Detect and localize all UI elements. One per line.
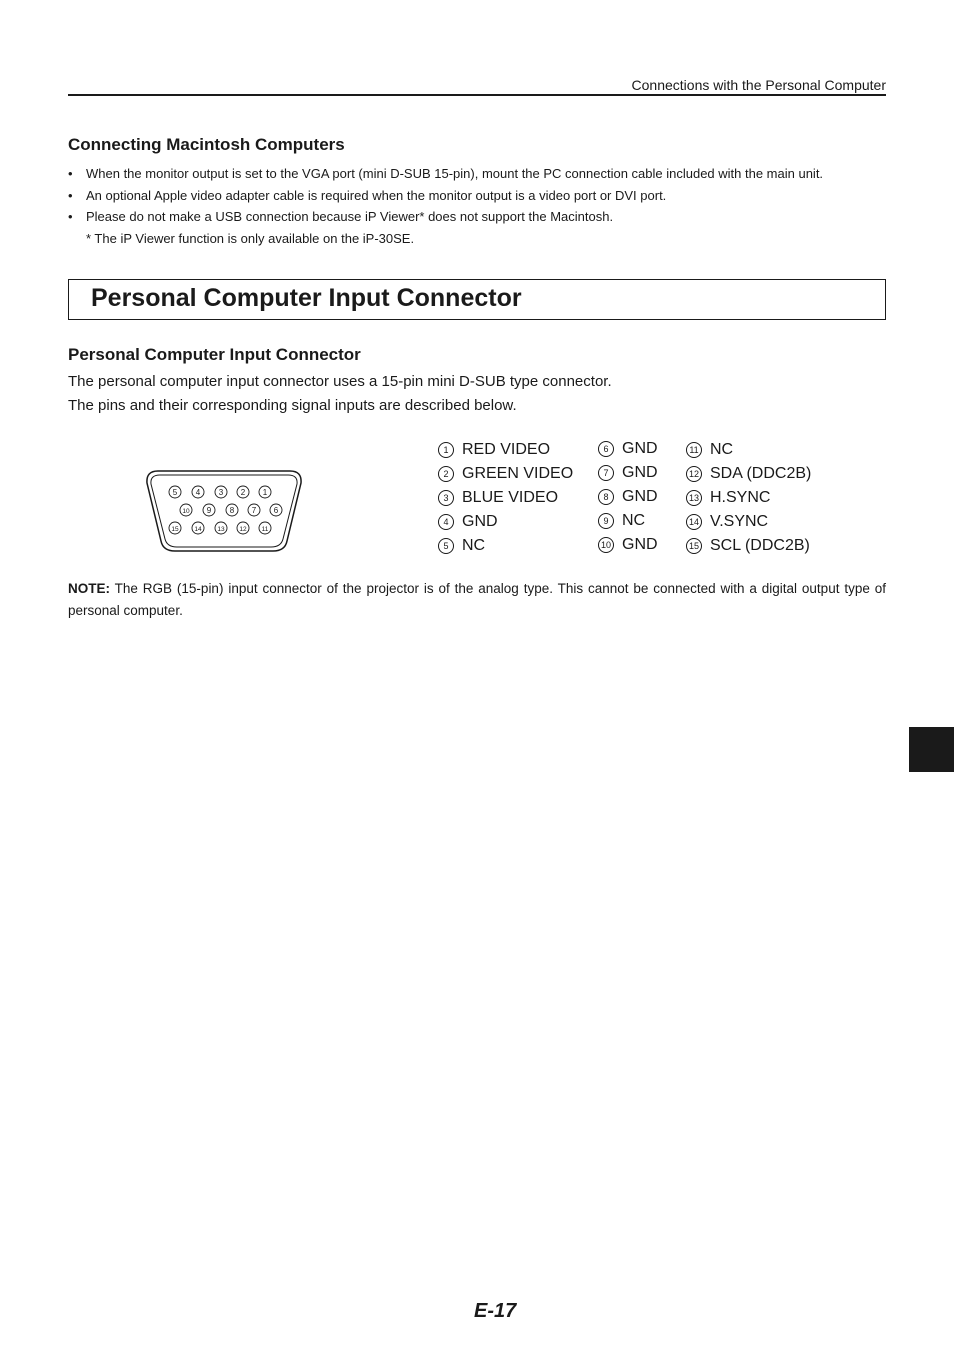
pin-column-1 [438, 438, 573, 558]
connector-pin-label: 3 [218, 488, 224, 497]
connector-pin-label: 2 [240, 488, 246, 497]
mac-heading: Connecting Macintosh Computers [68, 135, 345, 154]
bullet-text: An optional Apple video adapter cable is required when the monitor output is a video port or DVI port. [86, 187, 667, 203]
pin-column-3 [686, 438, 811, 558]
bullet-dot: • [68, 166, 73, 181]
pin-number: 12 [686, 466, 702, 482]
pin-signal: GND [622, 536, 658, 553]
bullet-dot: • [68, 187, 73, 203]
connector-pin-label: 12 [239, 526, 247, 533]
pin-number: 4 [438, 514, 454, 530]
connector-pin-label: 1 [262, 488, 268, 497]
pin-signal: GREEN VIDEO [462, 465, 574, 482]
connector-pin-label: 10 [182, 508, 190, 515]
pin-signal: SDA (DDC2B) [710, 465, 812, 482]
pin-row [438, 486, 573, 510]
connector-pin-label: 11 [261, 526, 269, 533]
pin-signal: NC [462, 537, 486, 554]
pin-signal: RED VIDEO [462, 441, 551, 458]
bullet-item [68, 163, 888, 185]
pin-row [438, 534, 573, 558]
pin-signal: GND [622, 440, 658, 457]
note-text: The RGB (15-pin) input connector of the projector is of the analog type. This cannot be connected with a digital output type of personal computer. [68, 581, 886, 618]
pin-number: 1 [438, 442, 454, 458]
bullet-item [68, 206, 888, 228]
bullet-text: Please do not make a USB connection because iP Viewer* does not support the Macintosh. [86, 209, 614, 224]
pin-row [686, 534, 811, 558]
pin-row [438, 510, 573, 534]
pin-number: 8 [598, 489, 614, 505]
pin-signal: GND [622, 488, 658, 505]
pin-signal: SCL (DDC2B) [710, 537, 810, 554]
connector-pin-4 [192, 486, 204, 498]
header-rule [68, 94, 886, 96]
pin-row [686, 462, 811, 486]
connector-heading: Personal Computer Input Connector [68, 345, 361, 364]
connector-pin-11 [259, 522, 271, 534]
pin-row [598, 509, 658, 533]
connector-paragraph-1: The personal computer input connector uses a 15-pin mini D-SUB type connector. [68, 373, 612, 390]
connector-pin-label: 9 [206, 506, 212, 515]
pin-number: 2 [438, 466, 454, 482]
pin-signal: GND [622, 464, 658, 481]
pin-row [598, 437, 658, 461]
pin-signal: GND [462, 513, 498, 530]
pin-number: 5 [438, 538, 454, 554]
pin-row [686, 438, 811, 462]
connector-pin-label: 15 [171, 526, 179, 533]
section-title: Personal Computer Input Connector [91, 284, 522, 312]
connector-pin-label: 14 [194, 526, 202, 533]
dsub-connector-diagram [140, 465, 308, 557]
pin-number: 14 [686, 514, 702, 530]
section-title-box [68, 279, 886, 320]
connector-pin-label: 6 [273, 506, 279, 515]
connector-pin-5 [169, 486, 181, 498]
pin-signal: H.SYNC [710, 489, 771, 506]
connector-pin-label: 4 [195, 488, 201, 497]
pin-number: 11 [686, 442, 702, 458]
bullet-text: When the monitor output is set to the VGA port (mini D-SUB 15-pin), mount the PC connection cable included with the main unit. [86, 166, 824, 181]
pin-row [598, 485, 658, 509]
bullet-dot: • [68, 209, 73, 224]
connector-pin-10 [180, 504, 192, 516]
pin-signal: BLUE VIDEO [462, 489, 559, 506]
footnote: * The iP Viewer function is only available on the iP-30SE. [86, 230, 415, 246]
connector-pin-3 [215, 486, 227, 498]
chapter-tab [909, 727, 954, 772]
pin-row [598, 461, 658, 485]
connector-pin-12 [237, 522, 249, 534]
pin-signal: V.SYNC [710, 513, 769, 530]
connector-pin-label: 8 [229, 506, 235, 515]
pin-number: 3 [438, 490, 454, 506]
pin-column-2 [598, 437, 658, 557]
pin-row [438, 462, 573, 486]
bullet-item [68, 185, 888, 207]
page-number: E-17 [474, 1300, 517, 1322]
pin-row [598, 533, 658, 557]
connector-pin-7 [248, 504, 260, 516]
connector-pin-label: 7 [251, 506, 257, 515]
pin-row [686, 486, 811, 510]
pin-row [686, 510, 811, 534]
connector-pin-15 [169, 522, 181, 534]
connector-pin-8 [226, 504, 238, 516]
pin-signal: NC [622, 512, 646, 529]
connector-pin-2 [237, 486, 249, 498]
pin-number: 15 [686, 538, 702, 554]
pin-row [438, 438, 573, 462]
connector-pin-label: 13 [217, 526, 225, 533]
pin-number: 6 [598, 441, 614, 457]
note-label: NOTE: [68, 581, 110, 596]
connector-pin-label: 5 [172, 488, 178, 497]
connector-pins [169, 486, 282, 534]
running-header: Connections with the Personal Computer [631, 77, 886, 93]
pin-number: 7 [598, 465, 614, 481]
pin-number: 10 [598, 537, 614, 553]
mac-bullet-list [68, 163, 888, 249]
pin-number: 9 [598, 513, 614, 529]
connector-pin-1 [259, 486, 271, 498]
pin-signal: NC [710, 441, 734, 458]
connector-pin-6 [270, 504, 282, 516]
note-paragraph [68, 578, 886, 622]
pin-number: 13 [686, 490, 702, 506]
connector-pin-13 [215, 522, 227, 534]
connector-pin-14 [192, 522, 204, 534]
connector-paragraph-2: The pins and their corresponding signal inputs are described below. [68, 397, 517, 414]
connector-pin-9 [203, 504, 215, 516]
